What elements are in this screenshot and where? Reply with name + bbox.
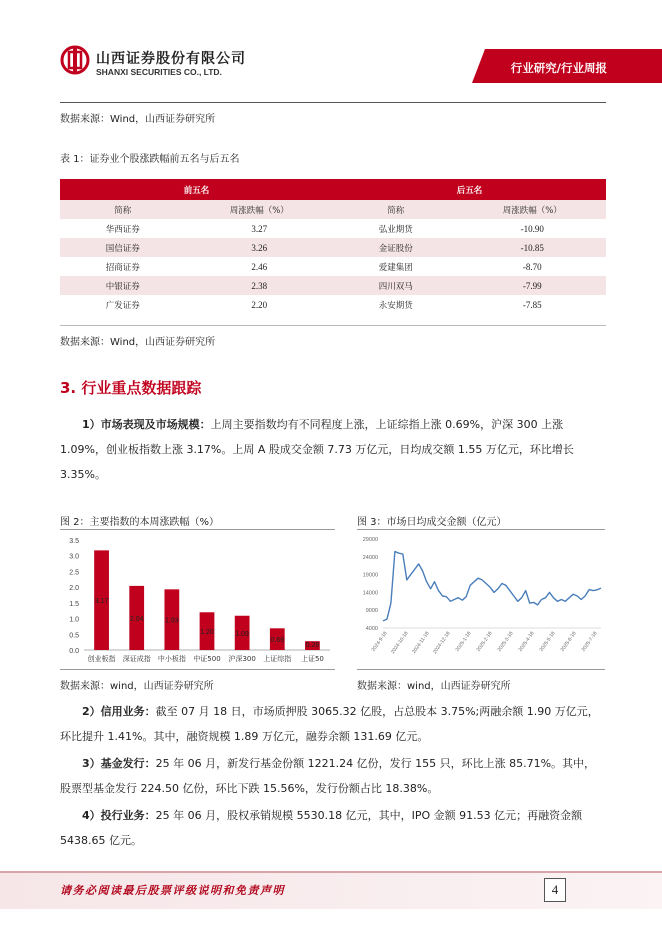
y-tick-label: 4000 <box>365 626 378 632</box>
figure2-source-note: 数据来源：wind，山西证券研究所 <box>60 681 214 692</box>
y-tick-label: 24000 <box>362 554 378 561</box>
table-row <box>60 257 606 276</box>
bottom-stock-name: 金证股份 <box>333 238 459 257</box>
top-stock-name: 招商证券 <box>60 257 186 276</box>
paragraph-market <box>60 412 606 487</box>
y-tick-label: 3.0 <box>69 553 79 561</box>
y-tick-label: 3.5 <box>69 538 79 545</box>
figure3-bottom-rule <box>357 669 605 670</box>
bottom-stock-name: 爱建集团 <box>333 257 459 276</box>
table-row <box>60 219 606 238</box>
series-line <box>383 552 601 621</box>
x-tick-label: 2024-9-18 <box>370 630 389 653</box>
y-tick-label: 2.0 <box>69 585 79 593</box>
y-tick-label: 29000 <box>362 537 378 543</box>
y-tick-label: 1.5 <box>69 600 79 608</box>
y-tick-label: 1.0 <box>69 616 79 624</box>
col-header-change: 周涨跌幅（%） <box>186 200 333 219</box>
x-tick-label: 2024-12-18 <box>432 630 452 656</box>
paragraph-ib <box>60 803 606 853</box>
company-name-cn: 山西证券股份有限公司 <box>96 51 246 67</box>
x-tick-label: 深证成指 <box>122 655 151 663</box>
paragraph-label: 4）投行业务： <box>82 809 156 822</box>
col-header-name: 简称 <box>60 200 186 219</box>
figure3-source-note: 数据来源：wind，山西证券研究所 <box>357 681 511 692</box>
bar-value-label: 1.20 <box>200 629 214 637</box>
table-group-bottom: 后五名 <box>333 179 606 200</box>
source-note-top: 数据来源：Wind，山西证券研究所 <box>60 114 216 125</box>
top-stock-change: 2.38 <box>186 276 333 295</box>
paragraph-fund <box>60 751 606 801</box>
bar-value-label: 2.04 <box>129 615 144 623</box>
x-tick-label: 2024-10-18 <box>390 630 410 656</box>
paragraph-text: 25 年 06 月，股权承销规模 5530.18 亿元，其中，IPO 金额 91.53 亿元；再融资金额 5438.65 亿元。 <box>60 809 583 847</box>
paragraph-credit <box>60 699 606 749</box>
bottom-stock-name: 四川双马 <box>333 276 459 295</box>
x-tick-label: 2025-4-18 <box>517 630 536 653</box>
x-tick-label: 上证50 <box>300 655 324 663</box>
y-tick-label: 14000 <box>362 590 378 597</box>
page-number: 4 <box>544 878 566 902</box>
table-source-note: 数据来源：Wind，山西证券研究所 <box>60 337 216 348</box>
y-tick-label: 2.5 <box>69 569 79 577</box>
y-tick-label: 0.5 <box>69 632 79 640</box>
x-tick-label: 2025-3-18 <box>496 630 515 653</box>
x-tick-label: 2024-11-18 <box>411 630 431 655</box>
x-tick-label: 2025-6-18 <box>559 630 578 653</box>
turnover-line-chart <box>357 531 605 668</box>
figure2-caption: 图 2：主要指数的本周涨跌幅（%） <box>60 517 220 528</box>
paragraph-text: 上周主要指数均有不同程度上涨，上证综指上涨 0.69%，沪深 300 上涨 1.09%，创业板指数上涨 3.17%。上周 A 股成交金额 7.73 万亿元，日均成交额 1.55 万亿元，环比增长 3.35%。 <box>60 418 574 481</box>
x-tick-label: 沪深300 <box>228 655 256 663</box>
bottom-stock-change: -7.99 <box>459 276 606 295</box>
bar-value-label: 1.93 <box>165 617 179 625</box>
paragraph-label: 3）基金发行： <box>82 757 156 770</box>
top-stock-name: 广发证券 <box>60 295 186 314</box>
x-tick-label: 创业板指 <box>87 655 116 663</box>
header-divider <box>60 102 606 103</box>
table-group-top: 前五名 <box>60 179 333 200</box>
bottom-stock-name: 弘业期货 <box>333 219 459 238</box>
bottom-stock-change: -10.90 <box>459 219 606 238</box>
paragraph-label: 2）信用业务： <box>82 705 156 718</box>
paragraph-label: 1）市场表现及市场规模： <box>82 418 211 431</box>
top-stock-change: 2.20 <box>186 295 333 314</box>
y-tick-label: 19000 <box>362 572 378 579</box>
figure3-top-rule <box>357 529 605 530</box>
figure2-bottom-rule <box>60 669 335 670</box>
top-stock-change: 2.46 <box>186 257 333 276</box>
section-title: 3. 行业重点数据跟踪 <box>60 379 202 397</box>
x-tick-label: 2025-2-18 <box>475 630 494 653</box>
top-stock-change: 3.27 <box>186 219 333 238</box>
paragraph-text: 25 年 06 月，新发行基金份额 1221.24 亿份，发行 155 只，环比上涨 85.71%。其中，股票型基金发行 224.50 亿份，环比下跌 15.56%，发行份额占比 18.38%。 <box>60 757 596 795</box>
bottom-stock-change: -10.85 <box>459 238 606 257</box>
company-logo-icon <box>60 45 90 75</box>
report-type-label: 行业研究/行业周报 <box>510 61 607 75</box>
company-name-en: SHANXI SECURITIES CO., LTD. <box>96 67 222 77</box>
bar-value-label: 0.28 <box>305 642 320 649</box>
x-tick-label: 2025-5-18 <box>538 630 557 653</box>
bottom-stock-change: -7.85 <box>459 295 606 314</box>
top-stock-name: 华西证券 <box>60 219 186 238</box>
x-tick-label: 2025-7-18 <box>580 630 599 653</box>
top-stock-name: 国信证券 <box>60 238 186 257</box>
col-header-name: 简称 <box>333 200 459 219</box>
stock-change-table <box>60 179 606 314</box>
col-header-change: 周涨跌幅（%） <box>459 200 606 219</box>
x-tick-label: 中小板指 <box>157 655 186 663</box>
bar-value-label: 3.17 <box>94 598 109 606</box>
y-tick-label: 0.0 <box>69 648 79 655</box>
table-caption: 表 1：证券业个股涨跌幅前五名与后五名 <box>60 154 240 165</box>
table-row <box>60 238 606 257</box>
bar-value-label: 1.09 <box>235 630 249 638</box>
figure3-caption: 图 3：市场日均成交金额（亿元） <box>357 517 507 528</box>
x-tick-label: 中证500 <box>193 655 221 663</box>
table-row <box>60 295 606 314</box>
bar-value-label: 0.69 <box>270 637 285 645</box>
bottom-stock-change: -8.70 <box>459 257 606 276</box>
table-bottom-rule <box>60 325 606 326</box>
footer-disclaimer: 请务必阅读最后股票评级说明和免责声明 <box>60 884 285 897</box>
top-stock-change: 3.26 <box>186 238 333 257</box>
figure2-top-rule <box>60 529 335 530</box>
bottom-stock-name: 永安期货 <box>333 295 459 314</box>
table-row <box>60 276 606 295</box>
paragraph-text: 截至 07 月 18 日，市场质押股 3065.32 亿股，占总股本 3.75%;两融余额 1.90 万亿元，环比提升 1.41%。其中，融资规模 1.89 万亿元，融券余额 131.69 亿元。 <box>60 705 599 743</box>
top-stock-name: 中银证券 <box>60 276 186 295</box>
x-tick-label: 上证综指 <box>263 655 292 663</box>
index-change-bar-chart <box>60 531 335 668</box>
x-tick-label: 2025-1-18 <box>454 630 473 653</box>
y-tick-label: 9000 <box>365 608 378 615</box>
